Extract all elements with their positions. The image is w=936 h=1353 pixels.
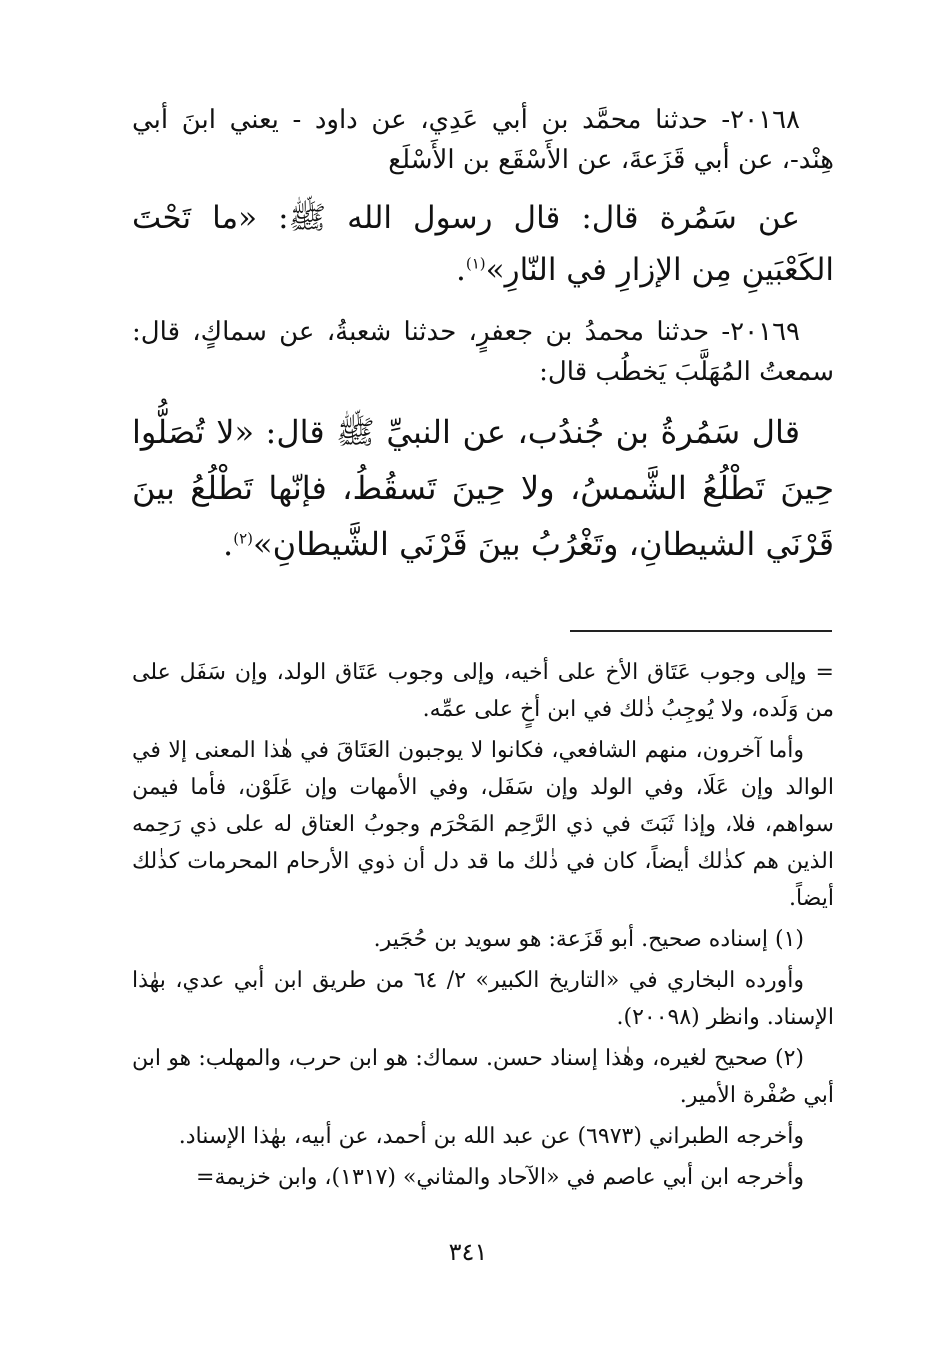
main-text bbox=[132, 100, 834, 588]
footnote-continuation-2: وأما آخرون، منهم الشافعي، فكانوا لا يوجبون العَتَاقَ في هٰذا المعنى إلا في الوالد وإن عَلَا، وفي الولد وإن سَفَل، وفي الأمهات وإن عَلَوْن، فأما فيمن سواهم، فلا، وإذا ثَبَتَ في ذي الرَّحِم المَحْرَم وجوبُ العتاق له على ذي رَحِمه الذين هم كذٰلك أيضاً، كان في ذٰلك ما قد دل أن ذوي الأرحام المحرمات كذٰلك أيضاً. bbox=[132, 738, 834, 911]
footnote-2: (٢) صحيح لغيره، وهٰذا إسناد حسن. سماك: هو ابن حرب، والمهلب: هو ابن أبي صُفْرة الأمير. bbox=[132, 1046, 834, 1108]
hadith-20169-matn: قال سَمُرةُ بن جُندُب، عن النبيِّ ﷺ قال: «لا تُصَلُّوا حِينَ تَطْلُعُ الشَّمسُ، ولا حِينَ تَسقُطُ، فإنّها تَطْلُعُ بينَ قَرْنَي الشيطانِ، وتَغْرُبُ بينَ قَرْنَي الشَّيطانِ» bbox=[132, 413, 834, 563]
hadith-20168-matn: عن سَمُرة قال: قال رسول الله ﷺ: «ما تَحْتَ الكَعْبَينِ مِن الإزارِ في النّارِ» bbox=[132, 200, 834, 288]
footnote-divider bbox=[570, 630, 832, 632]
hadith-20168-chain: ٢٠١٦٨- حدثنا محمَّد بن أبي عَدِي، عن داود - يعني ابنَ أبي هِنْد-، عن أبي قَزَعةَ، عن الأَسْقَع بن الأَسْلَع bbox=[132, 105, 834, 175]
footnote-ref-1: (١) bbox=[465, 254, 486, 273]
footnotes bbox=[132, 654, 834, 1200]
page-number: ٣٤١ bbox=[448, 1238, 488, 1266]
footnote-2-source-1: وأخرجه الطبراني (٦٩٧٣) عن عبد الله بن أحمد، عن أبيه، بهٰذا الإسناد. bbox=[178, 1124, 804, 1149]
footnote-2-source-2: وأخرجه ابن أبي عاصم في «الآحاد والمثاني» (١٣١٧)، وابن خزيمة= bbox=[196, 1165, 804, 1190]
footnote-1: (١) إسناده صحيح. أبو قَزَعة: هو سويد بن حُجَير. bbox=[373, 927, 804, 952]
hadith-20169-text: قال سَمُرةُ بن جُندُب، عن النبيِّ ﷺ قال: «لا تُصَلُّوا حِينَ تَطْلُعُ الشَّمسُ، ولا حِينَ تَسقُطُ، فإنّها تَطْلُعُ بينَ قَرْنَي الشيطانِ، وتَغْرُبُ بينَ قَرْنَي الشَّيطانِ»$^{(٢)}$. bbox=[132, 413, 834, 563]
footnote-ref-2: (٢) bbox=[233, 529, 253, 548]
footnote-continuation-1: = وإلى وجوب عَتَاق الأخ على أخيه، وإلى وجوب عَتَاق الولد، وإن سَفَل على من وَلَده، ولا يُوجِبُ ذٰلك في ابن أخٍ على عمِّه. bbox=[132, 660, 834, 722]
hadith-20169-chain: ٢٠١٦٩- حدثنا محمدُ بن جعفرٍ، حدثنا شعبةُ، عن سماكٍ، قال: سمعتُ المُهَلَّبَ يَخطُب قال: bbox=[132, 317, 834, 387]
footnote-1-source: وأورده البخاري في «التاريخ الكبير» ٢/ ٦٤ من طريق ابن أبي عدي، بهٰذا الإسناد. وانظر (٢٠٠٩٨). bbox=[132, 968, 834, 1030]
hadith-20168-text: عن سَمُرة قال: قال رسول الله ﷺ: «ما تَحْتَ الكَعْبَينِ مِن الإزارِ في النّارِ»$^{(١)}$. bbox=[132, 200, 834, 288]
